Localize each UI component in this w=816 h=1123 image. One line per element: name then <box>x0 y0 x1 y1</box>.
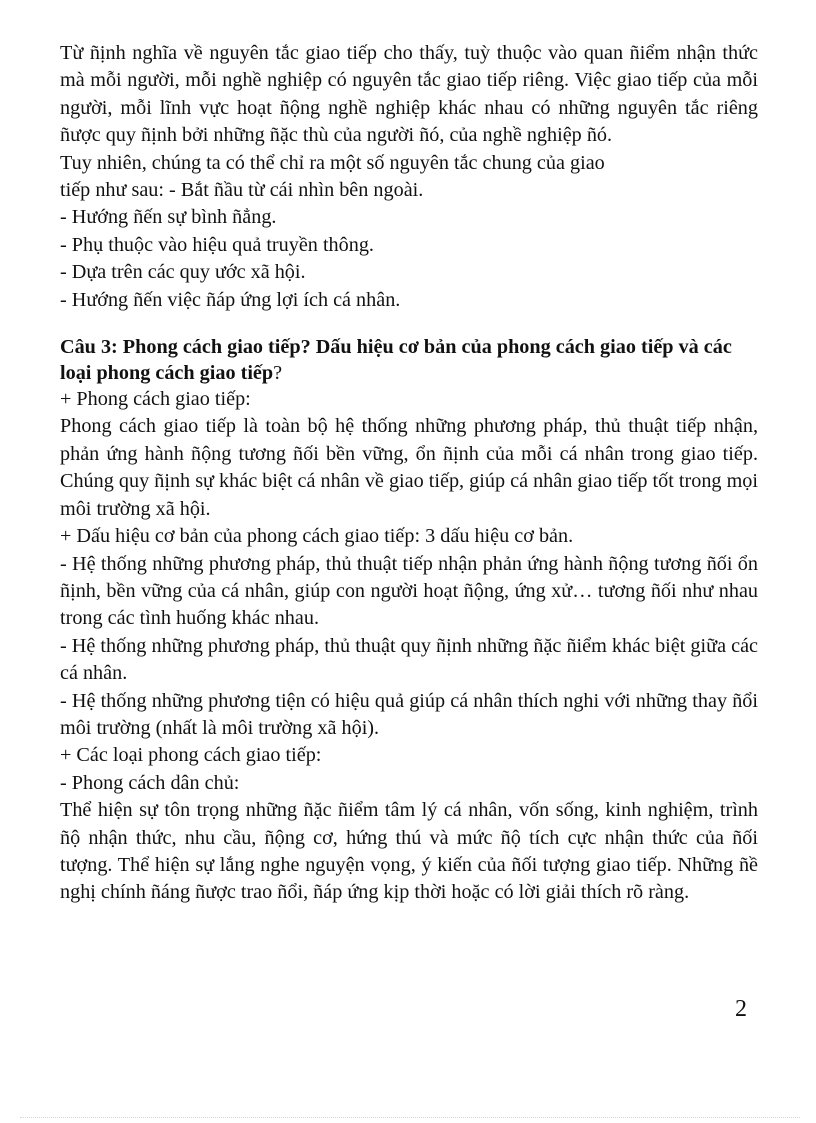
question-heading-mark: ? <box>273 362 283 385</box>
general-principles-intro: Tuy nhiên, chúng ta có thể chỉ ra một số nguyên tắc chung của giao <box>60 151 605 174</box>
signs-label: + Dấu hiệu cơ bản của phong cách giao tiếp: 3 dấu hiệu cơ bản. <box>60 525 574 548</box>
intro-paragraph: Từ ñịnh nghĩa về nguyên tắc giao tiếp cho thấy, tuỳ thuộc vào quan ñiểm nhận thức mà mỗi người, mỗi nghề nghiệp có nguyên tắc giao tiếp riêng. Việc giao tiếp của mỗi người, mỗi lĩnh vực hoạt ñộng nghề nghiệp khác nhau có những nguyên tắc riêng ñược quy ñịnh bởi những ñặc thù của người ñó, của nghề nghiệp ñó. <box>60 42 758 147</box>
democratic-style-label: - Phong cách dân chủ: <box>60 771 240 794</box>
sign-item: - Hệ thống những phương tiện có hiệu quả giúp cá nhân thích nghi với những thay ñổi môi trường (nhất là môi trường xã hội). <box>60 689 758 739</box>
general-principle-item: - Dựa trên các quy ước xã hội. <box>60 261 306 284</box>
sign-item: - Hệ thống những phương pháp, thủ thuật tiếp nhận phản ứng hành ñộng tương ñối ổn ñịnh, bền vững của cá nhân, giúp con người hoạt ñộng, ứng xử… tương ñối như nhau trong các tình huống khác nhau. <box>60 552 758 630</box>
question-heading-text: Câu 3: Phong cách giao tiếp? Dấu hiệu cơ bản của phong cách giao tiếp và các loại phong cách giao tiếp <box>60 336 732 385</box>
sign-item: - Hệ thống những phương pháp, thủ thuật quy ñịnh những ñặc ñiểm khác biệt giữa các cá nhân. <box>60 634 758 685</box>
page-number: 2 <box>735 996 747 1022</box>
style-definition: Phong cách giao tiếp là toàn bộ hệ thống những phương pháp, thủ thuật tiếp nhận, phản ứng hành ñộng tương ñối bền vững, ổn ñịnh của mỗi cá nhân trong giao tiếp. Chúng quy ñịnh sự khác biệt cá nhân về giao tiếp, giúp cá nhân giao tiếp tốt trong mọi môi trường xã hội. <box>60 415 758 520</box>
page-bottom-border <box>20 1117 800 1118</box>
democratic-style-description: Thể hiện sự tôn trọng những ñặc ñiểm tâm lý cá nhân, vốn sống, kinh nghiệm, trình ñộ nhận thức, nhu cầu, ñộng cơ, hứng thú và mức ñộ tích cực nhận thức của ñối tượng. Thể hiện sự lắng nghe nguyện vọng, ý kiến của ñối tượng giao tiếp. Những ñề nghị chính ñáng ñược trao ñổi, ñáp ứng kịp thời hoặc có lời giải thích rõ ràng. <box>60 799 758 904</box>
style-definition-label: + Phong cách giao tiếp: <box>60 388 251 411</box>
question-heading <box>60 334 758 386</box>
page-body <box>60 40 758 907</box>
general-principle-item: tiếp như sau: - Bắt ñầu từ cái nhìn bên ngoài. <box>60 179 424 202</box>
general-principle-item: - Phụ thuộc vào hiệu quả truyền thông. <box>60 233 374 256</box>
general-principle-item: - Hướng ñến sự bình ñẳng. <box>60 206 277 229</box>
types-label: + Các loại phong cách giao tiếp: <box>60 744 322 767</box>
section-gap <box>60 314 758 334</box>
general-principle-item: - Hướng ñến việc ñáp ứng lợi ích cá nhân. <box>60 288 401 311</box>
